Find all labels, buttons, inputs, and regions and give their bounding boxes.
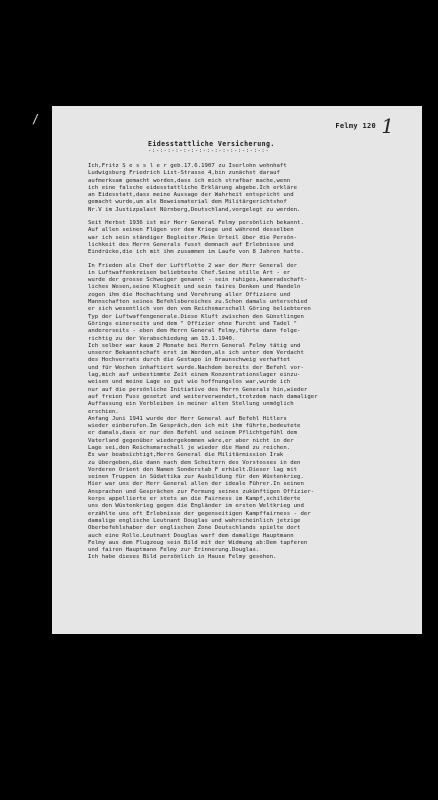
text-line: er damals,dass er nur den Befehl und seinem Pflichtgefühl dem (88, 430, 298, 437)
text-line: lag,mich auf unbestimmte Zeit einem Konzentrationslager einzu- (88, 372, 301, 379)
text-line: Ansprachen und Gesprächen zur Formung seines zukünftigen Offizier- (88, 488, 315, 495)
text-line: wurde der grosse Schweiger genannt - sein ruhiges,kameradschaft- (88, 277, 308, 284)
paragraph (88, 220, 412, 256)
text-line: Typ der Luftwaffengenerale.Diese Kluft zwischen den Günstlingen (88, 313, 304, 320)
text-line: auch eine Rolle.Leutnant Douglas warf dem damalige Hauptmann (88, 532, 294, 539)
text-line: damalige englische Leutnant Douglas und wahrscheinlich jetzige (88, 517, 301, 524)
text-line: aufmerksam gemacht worden,dass ich mich strafbar mache,wenn (88, 177, 291, 184)
text-line: und für Wochen inhaftiert wurde.Nachdem bereits der Befehl vor- (88, 364, 304, 371)
text-line: des Hochverrats durch die Gestapo in Braunschweig verhaftet (88, 357, 291, 364)
document-title: Eidesstattliche Versicherung. (148, 140, 275, 148)
text-line: Auffassung ein Verbleiben in meiner alten Stellung unmöglich (88, 401, 294, 408)
document-body (88, 163, 412, 562)
document-page (52, 106, 422, 634)
text-line: an Eidesstatt,dass meine Aussage der Wahrheit entspricht und (88, 192, 294, 199)
text-line: uns den Wüstenkrieg gegen die Engländer im ersten Weltkrieg und (88, 503, 304, 510)
paragraph (88, 163, 412, 214)
text-line: Vorderen Orient den Namen Sonderstab F erhielt.Dieser lag mit (88, 466, 298, 473)
text-line: war ich sein ständiger Begleiter.Mein Urteil über die Persön- (88, 234, 298, 241)
text-line: Es war beabsichtigt,Herrn General die Militärmission Irak (88, 452, 284, 459)
text-line: und fairen Hauptmann Felmy zur Erinnerung.Douglas. (88, 547, 260, 554)
text-line: In Frieden als Chef der Luftflotte 2 war der Herr General der (88, 262, 298, 269)
text-line: Ich habe dieses Bild persönlich in Hause Felmy gesehen. (88, 554, 277, 561)
text-line: lichkeit des Herrn Generals fusst demnach auf Erlebnisse und (88, 241, 294, 248)
text-line: wieder einberufen.Im Gespräch,den ich mit ihm führte,bedeutete (88, 423, 301, 430)
text-line: weisen und meine Lage so gut wie hoffnungslos war,wurde ich (88, 379, 291, 386)
text-line: seinen Truppen in Südattika zur Ausbildung für den Wüstenkrieg. (88, 474, 304, 481)
text-line: Anfang Juni 1941 wurde der Herr General auf Befehl Hitlers (88, 415, 287, 422)
page-identifier: Felmy 120 (335, 122, 376, 130)
text-line: andererseits - eben dem Herrn General Felmy,führte dann folge- (88, 328, 301, 335)
text-line: Mannschaften seines Befehlsbereiches zu.Schon damals unterschied (88, 299, 308, 306)
text-line: Görings einerseits und dem " Offizier ohne Furcht und Tadel " (88, 320, 298, 327)
text-line: erschien. (88, 408, 119, 415)
text-line: Ich,Fritz S e s s l e r geb.17.6.1907 zu Iserlohn wohnhaft (88, 163, 287, 169)
corner-mark: / (32, 112, 40, 126)
title-underline: -:-:-:-:-:-:-:-:-:-:-:-:-:-:-:- (148, 148, 270, 154)
text-line: richtig zu der Verabschiedung am 13.1.1940. (88, 335, 236, 342)
text-line: Seit Herbst 1936 ist mir Herr General Felmy persönlich bekannt. (88, 220, 304, 227)
text-line: Nr.V im Justizpalast Nürnberg,Deutschland,vorgelegt zu werden. (88, 206, 301, 213)
text-line: Ludwigsburg Friedrich List-Strasse 4,bin zunächst darauf (88, 170, 280, 177)
text-line: auf freien Fuss gesetzt und weiterverwendet,trotzdem nach damaliger (88, 393, 318, 400)
text-line: korps appellierte er stets an die Fairness im Kampf,schilderte (88, 496, 301, 503)
text-line: liches Wesen,seine Klugheit und sein faires Denken und Handeln (88, 284, 301, 291)
paragraph (88, 263, 412, 562)
text-line: unserer Bekanntschaft erst im Werden,als ich unter dem Verdacht (88, 350, 304, 357)
text-line: nur auf die persönliche Initiative des Herrn Generals hin,wieder (88, 386, 308, 393)
text-line: er sich wesentlich von den vom Reichsmarschall Göring beliebteren (88, 306, 311, 313)
text-line: gemacht wurde,um als Beweismaterial dem Militärgerichtshof (88, 199, 287, 206)
text-line: ich eine falsche eidesstattliche Erklärung abgebe.Ich erkläre (88, 184, 298, 191)
text-line: in Luftwaffenkreisen beliebteste Chef.Seine stille Art - er (88, 269, 291, 276)
text-line: Auf allen seinen Flügen vor dem Kriege und während desselben (88, 227, 294, 234)
text-line: erzählte uns oft Erlebnisse der gegenseitigen Kampffairness - der (88, 510, 311, 517)
handwritten-page-number: 1 (381, 114, 394, 138)
text-line: Hier war uns der Herr General allen der ideale Führer.In seinen (88, 481, 304, 488)
text-line: Lage sei,den Reichsmarschall je wieder die Hand zu reichen. (88, 444, 291, 451)
text-line: zogen ihm die Hochachtung und Verehrung aller Offiziere und (88, 291, 291, 298)
text-line: Ich selber war kaum 2 Monate bei Herrn General Felmy tätig und (88, 342, 301, 349)
text-line: Felmy aus dem Flugzeug sein Bild mit der Widmung ab:Dem tapferen (88, 539, 308, 546)
text-line: Vaterland gegenüber wiedergekommen wäre,er aber nicht in der (88, 437, 294, 444)
text-line: zu übergeben,die dann nach dem Scheitern des Vorstosses in den (88, 459, 301, 466)
text-line: Eindrücke,die ich mit ihm zusammen im Laufe von 8 Jahren hatte. (88, 249, 304, 256)
text-line: Oberbefehlshaber der englischen Zone Deutschlands spielte dort (88, 525, 301, 532)
